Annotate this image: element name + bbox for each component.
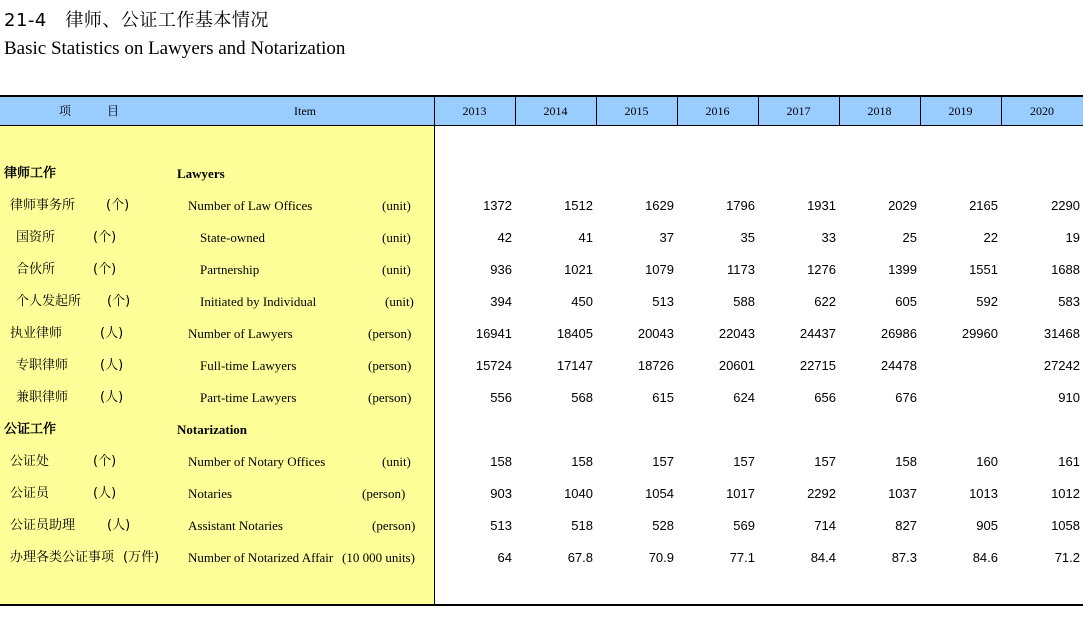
row-unit-cn: (个): [93, 454, 117, 469]
table-cell: 903: [490, 486, 512, 501]
table-cell: 1688: [1051, 262, 1080, 277]
row-unit-en: (unit): [385, 294, 414, 309]
header-rule: [0, 125, 1083, 126]
table-cell: 1796: [726, 198, 755, 213]
table-cell: 158: [490, 454, 512, 469]
row-label-en: Number of Law Offices: [188, 198, 313, 213]
table-cell: 676: [895, 390, 917, 405]
row-unit-cn: (个): [107, 294, 131, 309]
row-unit-cn: (个): [93, 262, 117, 277]
table-cell: 1012: [1051, 486, 1080, 501]
header-item-cn: 项 目: [58, 104, 131, 118]
table-cell: 556: [490, 390, 512, 405]
row-unit-en: (person): [362, 486, 406, 501]
table-cell: 1040: [564, 486, 593, 501]
row-unit-en: (person): [368, 326, 412, 341]
row-unit-en: (10 000 units): [342, 550, 415, 565]
row-label-en: Notaries: [188, 486, 233, 501]
table-row: [0, 286, 1083, 318]
table-cell: 158: [895, 454, 917, 469]
table-cell: 1399: [888, 262, 917, 277]
table-cell: 31468: [1043, 326, 1080, 341]
row-unit-en: (person): [372, 518, 416, 533]
table-cell: 24478: [880, 358, 917, 373]
table-cell: 84.4: [810, 550, 836, 565]
table-cell: 84.6: [972, 550, 998, 565]
row-label-cn: 国资所: [16, 230, 56, 245]
row-label-en: Number of Lawyers: [188, 326, 293, 341]
table-cell: 20601: [718, 358, 755, 373]
header-year: 2016: [705, 104, 730, 118]
row-label-cn: 律师事务所: [10, 198, 76, 213]
table-cell: 24437: [799, 326, 836, 341]
table-cell: 15724: [475, 358, 512, 373]
table-cell: 1021: [564, 262, 593, 277]
row-label-en: Notarization: [177, 422, 248, 437]
header-year: 2019: [948, 104, 973, 118]
table-cell: 64: [497, 550, 512, 565]
table-cell: 513: [490, 518, 512, 533]
table-cell: 910: [1058, 390, 1080, 405]
table-row: [0, 158, 1083, 190]
table-cell: 29960: [961, 326, 998, 341]
table-cell: 35: [740, 230, 755, 245]
table-cell: 71.2: [1054, 550, 1080, 565]
table-row: [0, 190, 1083, 222]
table-cell: 2290: [1051, 198, 1080, 213]
table-cell: 1512: [564, 198, 593, 213]
table-cell: 1372: [483, 198, 512, 213]
table-cell: 624: [733, 390, 755, 405]
table-cell: 656: [814, 390, 836, 405]
table-row: [0, 478, 1083, 510]
row-unit-en: (unit): [382, 230, 411, 245]
table-cell: 25: [902, 230, 917, 245]
table-row: [0, 382, 1083, 414]
table-title-en: Basic Statistics on Lawyers and Notarization: [4, 38, 346, 59]
table-cell: 1054: [645, 486, 674, 501]
table-cell: 70.9: [648, 550, 674, 565]
table-cell: 905: [976, 518, 998, 533]
table-cell: 22: [983, 230, 998, 245]
row-unit-en: (unit): [382, 198, 411, 213]
header-year: 2013: [462, 104, 487, 118]
row-unit-en: (person): [368, 390, 412, 405]
row-unit-en: (person): [368, 358, 412, 373]
table-row: [0, 542, 1083, 574]
row-label-cn: 律师工作: [4, 166, 57, 181]
row-label-en: Full-time Lawyers: [200, 358, 297, 373]
table-cell: 16941: [475, 326, 512, 341]
table-cell: 26986: [880, 326, 917, 341]
header-year: 2014: [543, 104, 568, 118]
table-cell: 2292: [807, 486, 836, 501]
row-label-cn: 公证员助理: [10, 518, 76, 533]
table-row: [0, 510, 1083, 542]
row-label-cn: 执业律师: [10, 326, 63, 341]
row-unit-cn: (人): [100, 326, 124, 341]
table-cell: 1058: [1051, 518, 1080, 533]
table-cell: 588: [733, 294, 755, 309]
table-cell: 67.8: [567, 550, 593, 565]
row-unit-en: (unit): [382, 262, 411, 277]
table-cell: 513: [652, 294, 674, 309]
table-cell: 1276: [807, 262, 836, 277]
table-cell: 2165: [969, 198, 998, 213]
table-cell: 394: [490, 294, 512, 309]
row-label-cn: 合伙所: [16, 262, 56, 277]
row-label-en: Initiated by Individual: [200, 294, 317, 309]
table-cell: 1931: [807, 198, 836, 213]
table-cell: 77.1: [729, 550, 755, 565]
header-year: 2015: [624, 104, 649, 118]
header-year: 2018: [867, 104, 892, 118]
table-cell: 41: [578, 230, 593, 245]
table-row: [0, 446, 1083, 478]
table-cell: 157: [733, 454, 755, 469]
table-row: [0, 222, 1083, 254]
table-cell: 827: [895, 518, 917, 533]
table-cell: 17147: [556, 358, 593, 373]
row-unit-cn: (个): [106, 198, 130, 213]
table-title-cn: 21-4 律师、公证工作基本情况: [4, 10, 269, 31]
table-cell: 161: [1058, 454, 1080, 469]
table-cell: 583: [1058, 294, 1080, 309]
table-cell: 22043: [718, 326, 755, 341]
table-cell: 157: [652, 454, 674, 469]
table-cell: 592: [976, 294, 998, 309]
table-cell: 87.3: [891, 550, 917, 565]
table-cell: 528: [652, 518, 674, 533]
table-cell: 1173: [727, 262, 755, 277]
table-cell: 20043: [637, 326, 674, 341]
row-label-en: Number of Notary Offices: [188, 454, 326, 469]
row-unit-en: (unit): [382, 454, 411, 469]
table-cell: 157: [814, 454, 836, 469]
table-cell: 19: [1065, 230, 1080, 245]
header-item-en: Item: [294, 104, 316, 118]
table-cell: 27242: [1043, 358, 1080, 373]
table-cell: 22715: [799, 358, 836, 373]
table-cell: 158: [571, 454, 593, 469]
table-cell: 42: [497, 230, 512, 245]
row-label-en: Part-time Lawyers: [200, 390, 297, 405]
row-label-en: Lawyers: [177, 166, 225, 181]
table-cell: 1551: [969, 262, 998, 277]
row-unit-cn: (人): [100, 358, 124, 373]
header-year: 2017: [786, 104, 811, 118]
row-label-cn: 办理各类公证事项: [10, 550, 115, 565]
table-cell: 714: [814, 518, 836, 533]
table-row: [0, 350, 1083, 382]
row-unit-cn: (人): [107, 518, 131, 533]
table-cell: 605: [895, 294, 917, 309]
table-cell: 2029: [888, 198, 917, 213]
table-cell: 1037: [888, 486, 917, 501]
row-label-en: State-owned: [200, 230, 265, 245]
table-row: [0, 318, 1083, 350]
row-unit-cn: (人): [100, 390, 124, 405]
table-cell: 568: [571, 390, 593, 405]
table-cell: 37: [659, 230, 674, 245]
table-cell: 33: [821, 230, 836, 245]
table-cell: 569: [733, 518, 755, 533]
row-unit-cn: (万件): [123, 550, 160, 565]
row-label-en: Assistant Notaries: [188, 518, 283, 533]
table-cell: 160: [976, 454, 998, 469]
row-label-en: Number of Notarized Affair: [188, 550, 334, 565]
table-cell: 936: [490, 262, 512, 277]
row-unit-cn: (个): [93, 230, 117, 245]
row-label-cn: 公证工作: [4, 422, 57, 437]
bottom-rule: [0, 604, 1083, 606]
table-row: [0, 254, 1083, 286]
table-cell: 1017: [726, 486, 755, 501]
row-label-en: Partnership: [200, 262, 260, 277]
table-cell: 450: [571, 294, 593, 309]
table-row: [0, 414, 1083, 446]
row-label-cn: 公证处: [10, 454, 50, 469]
table-cell: 622: [814, 294, 836, 309]
row-label-cn: 兼职律师: [16, 390, 69, 405]
table-cell: 18726: [637, 358, 674, 373]
table-cell: 1079: [645, 262, 674, 277]
header-year: 2020: [1030, 104, 1054, 118]
table-cell: 18405: [556, 326, 593, 341]
row-label-cn: 公证员: [10, 486, 50, 501]
row-label-cn: 个人发起所: [16, 294, 82, 309]
row-unit-cn: (人): [93, 486, 117, 501]
table-cell: 1629: [645, 198, 674, 213]
table-cell: 1013: [969, 486, 998, 501]
row-label-cn: 专职律师: [16, 358, 69, 373]
table-cell: 615: [652, 390, 674, 405]
table-cell: 518: [571, 518, 593, 533]
